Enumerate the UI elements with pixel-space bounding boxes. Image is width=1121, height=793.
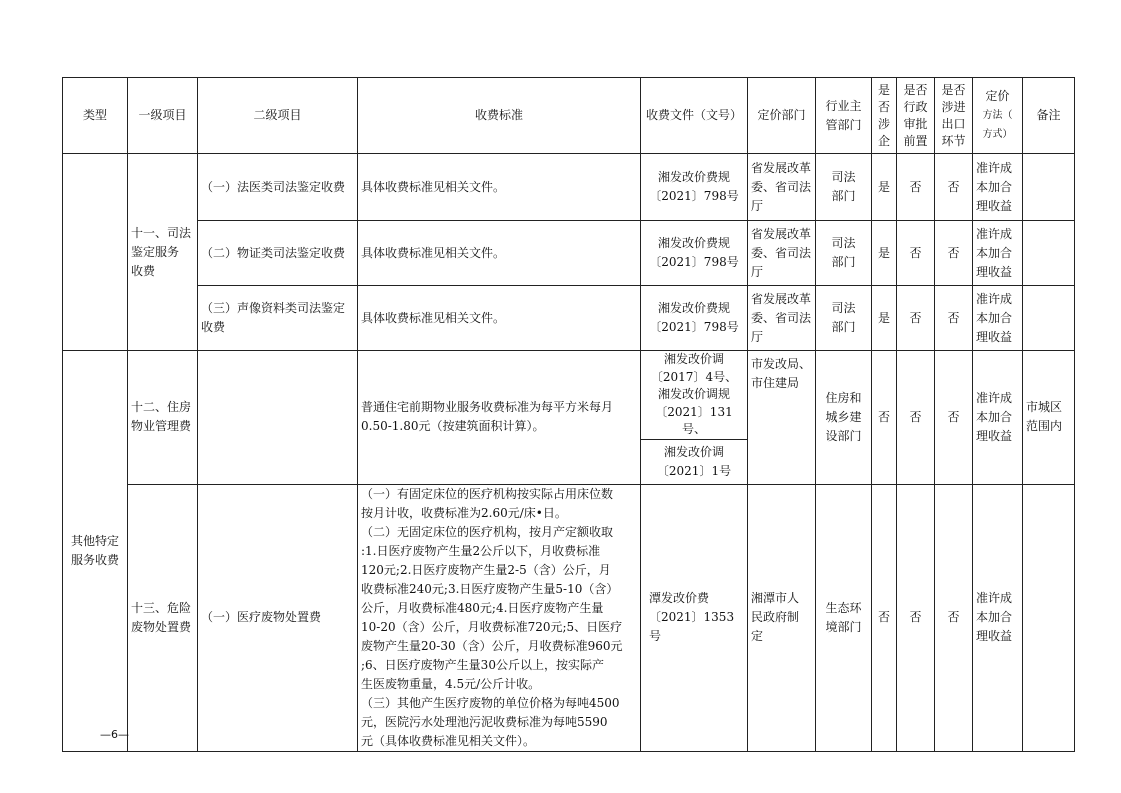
housing-remark: 市城区 范围内: [1023, 351, 1075, 485]
judicial-doc: 湘发改价费规 〔2021〕798号: [641, 154, 748, 221]
header-doc: 收费文件（文号）: [641, 78, 748, 154]
header-standard: 收费标准: [358, 78, 641, 154]
table-row: [63, 286, 1075, 351]
table-row: [63, 221, 1075, 286]
judicial-method: 准许成 本加合 理收益: [973, 286, 1023, 351]
housing-industry: 住房和 城乡建 设部门: [816, 351, 872, 485]
medical-method: 准许成 本加合 理收益: [973, 484, 1023, 751]
judicial-doc: 湘发改价费规 〔2021〕798号: [641, 286, 748, 351]
medical-level1: 十三、危险 废物处置费: [128, 484, 198, 751]
judicial-approval: 否: [897, 286, 935, 351]
judicial-import-export: 否: [935, 286, 973, 351]
judicial-enterprise: 是: [872, 154, 897, 221]
housing-level2-empty: [198, 351, 358, 485]
header-pricing-dept: 定价部门: [748, 78, 816, 154]
table-row: [63, 154, 1075, 221]
header-approval: 是否 行政 审批 前置: [897, 78, 935, 154]
housing-doc-a: 湘发改价调 〔2017〕4号、 湘发改价调规 〔2021〕131号、: [641, 351, 748, 440]
judicial-pricing: 省发展改革 委、省司法 厅: [748, 221, 816, 286]
housing-approval: 否: [897, 351, 935, 485]
table-row: [63, 351, 1075, 440]
judicial-remark: [1023, 221, 1075, 286]
judicial-pricing: 省发展改革 委、省司法 厅: [748, 286, 816, 351]
type-cell-empty: [63, 154, 128, 351]
header-type: 类型: [63, 78, 128, 154]
judicial-method: 准许成 本加合 理收益: [973, 221, 1023, 286]
medical-enterprise: 否: [872, 484, 897, 751]
judicial-level1: 十一、司法 鉴定服务 收费: [128, 154, 198, 351]
judicial-pricing: 省发展改革 委、省司法 厅: [748, 154, 816, 221]
judicial-approval: 否: [897, 154, 935, 221]
housing-level1: 十二、住房 物业管理费: [128, 351, 198, 485]
judicial-standard: 具体收费标准见相关文件。: [358, 221, 641, 286]
page-number: —6—: [100, 728, 129, 741]
judicial-industry: 司法 部门: [816, 286, 872, 351]
header-row: [63, 78, 1075, 154]
judicial-doc: 湘发改价费规 〔2021〕798号: [641, 221, 748, 286]
header-method: 定价 方法（ 方式）: [973, 78, 1023, 154]
housing-enterprise: 否: [872, 351, 897, 485]
judicial-import-export: 否: [935, 154, 973, 221]
judicial-standard: 具体收费标准见相关文件。: [358, 286, 641, 351]
medical-doc: 潭发改价费 〔2021〕1353 号: [641, 484, 748, 751]
judicial-industry: 司法 部门: [816, 154, 872, 221]
medical-standard: （一）有固定床位的医疗机构按实际占用床位数 按月计收，收费标准为2.60元/床•日。 （二）无固定床位的医疗机构，按月产定额收取 :1.日医疗废物产生量2公斤以下，月收费标准 120元;2.日医疗废物产生量2-5（含）公斤，月 收费标准240元;3.日医疗废物产生量5-10（含） 公斤，月收费标准480元;4.日医疗废物产生量 10-20（含）公斤，月收费标准720元;5、日医疗 废物产生量20-30（含）公斤，月收费标准960元 ;6、日医疗废物产生量30公斤以上，按实际产 生医废物重量，4.5元/公斤计收。 （三）其他产生医疗废物的单位价格为每吨4500 元，医院污水处理池污泥收费标准为每吨5590 元（具体收费标准见相关文件）。: [358, 484, 641, 751]
medical-remark: [1023, 484, 1075, 751]
judicial-level2: （三）声像资料类司法鉴定 收费: [198, 286, 358, 351]
table-row: [63, 484, 1075, 751]
medical-import-export: 否: [935, 484, 973, 751]
judicial-industry: 司法 部门: [816, 221, 872, 286]
medical-pricing: 湘潭市人 民政府制 定: [748, 484, 816, 751]
judicial-approval: 否: [897, 221, 935, 286]
housing-doc-b: 湘发改价调 〔2021〕1号: [641, 439, 748, 484]
header-import-export: 是否 涉进 出口 环节: [935, 78, 973, 154]
judicial-level2: （二）物证类司法鉴定收费: [198, 221, 358, 286]
header-remark: 备注: [1023, 78, 1075, 154]
header-level1: 一级项目: [128, 78, 198, 154]
judicial-method: 准许成 本加合 理收益: [973, 154, 1023, 221]
medical-industry: 生态环 境部门: [816, 484, 872, 751]
judicial-remark: [1023, 154, 1075, 221]
housing-method: 准许成 本加合 理收益: [973, 351, 1023, 485]
header-industry-dept: 行业主 管部门: [816, 78, 872, 154]
judicial-import-export: 否: [935, 221, 973, 286]
judicial-standard: 具体收费标准见相关文件。: [358, 154, 641, 221]
judicial-enterprise: 是: [872, 221, 897, 286]
housing-pricing: 市发改局、 市住建局: [748, 351, 816, 485]
judicial-enterprise: 是: [872, 286, 897, 351]
header-level2: 二级项目: [198, 78, 358, 154]
medical-level2: （一）医疗废物处置费: [198, 484, 358, 751]
medical-approval: 否: [897, 484, 935, 751]
fee-table: [62, 77, 1075, 752]
housing-import-export: 否: [935, 351, 973, 485]
housing-standard: 普通住宅前期物业服务收费标准为每平方米每月 0.50-1.80元（按建筑面积计算）。: [358, 351, 641, 485]
judicial-level2: （一）法医类司法鉴定收费: [198, 154, 358, 221]
judicial-remark: [1023, 286, 1075, 351]
special-type: 其他特定 服务收费: [63, 351, 128, 752]
header-enterprise: 是 否 涉 企: [872, 78, 897, 154]
